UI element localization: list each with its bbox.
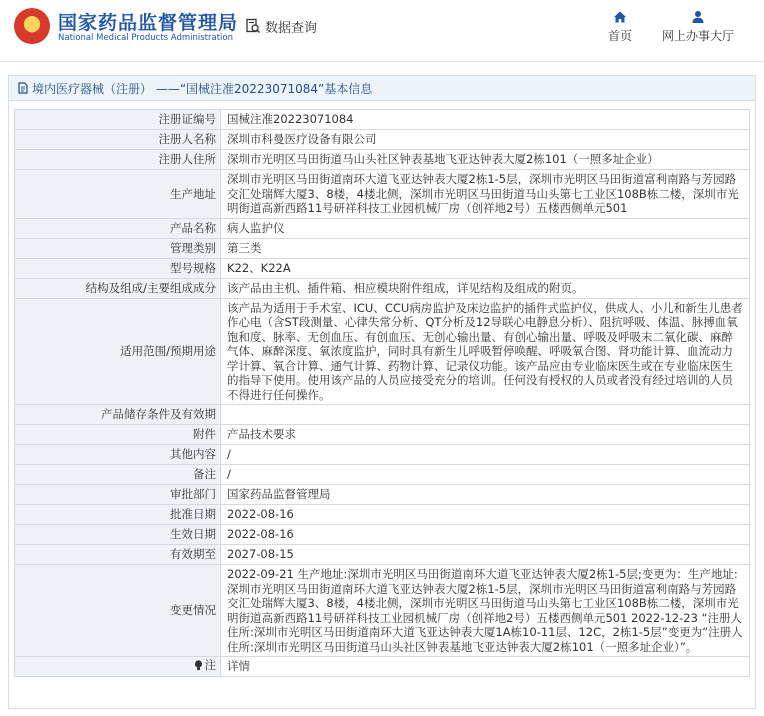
field-label: 注 bbox=[204, 658, 216, 673]
table-row bbox=[15, 405, 750, 425]
registration-detail-panel bbox=[8, 75, 756, 709]
table-row bbox=[15, 150, 750, 170]
details-link[interactable]: 详情 bbox=[221, 657, 750, 677]
table-row bbox=[15, 545, 750, 565]
table-row bbox=[15, 485, 750, 505]
search-document-icon bbox=[245, 18, 261, 34]
nav-home-label: 首页 bbox=[607, 29, 632, 43]
field-value bbox=[221, 405, 750, 425]
field-value: 2022-09-21 生产地址:深圳市光明区马田街道南环大道飞亚达钟表大厦2栋1-5层;变更为：生产地址:深圳市光明区马田街道南环大道飞亚达钟表大厦2栋1-5层，深圳市光明区马田街道富利南路与芳园路交汇处瑞辉大厦3、8楼，4楼北侧，深圳市光明区马田街道马山头第七工业区108B栋二楼，深圳市光明街道高新西路11号研祥科技工业园机械厂房（创祥地2号）五楼西侧单元501 2022-12-23 “注册人住所:深圳市光明区马田街道南环大道飞亚达钟表大厦1A栋10-11层、12C，2栋1-5层”变更为“注册人住所:深圳市光明区马田街道马山头社区钟表基地飞亚达钟表大厦2栋101（一照多址企业）”。 bbox=[221, 565, 750, 657]
field-label: 备注 bbox=[15, 465, 221, 485]
field-value: / bbox=[221, 465, 750, 485]
field-label: 有效期至 bbox=[15, 545, 221, 565]
field-label: 结构及组成/主要组成成分 bbox=[15, 278, 221, 298]
field-label: 产品储存条件及有效期 bbox=[15, 405, 221, 425]
table-row bbox=[15, 565, 750, 657]
field-label: 审批部门 bbox=[15, 485, 221, 505]
field-value: 第三类 bbox=[221, 238, 750, 258]
field-label: 注册人名称 bbox=[15, 130, 221, 150]
data-search-label: 数据查询 bbox=[265, 20, 318, 36]
table-row bbox=[15, 258, 750, 278]
field-value: 该产品由主机、插件箱、相应模块附件组成，详见结构及组成的附页。 bbox=[221, 278, 750, 298]
field-value: / bbox=[221, 445, 750, 465]
table-row bbox=[15, 278, 750, 298]
table-row bbox=[15, 298, 750, 405]
site-header bbox=[0, 0, 764, 62]
user-icon bbox=[691, 10, 705, 24]
field-value: 深圳市光明区马田街道马山头社区钟表基地飞亚达钟表大厦2栋101（一照多址企业） bbox=[221, 150, 750, 170]
field-label: 适用范围/预期用途 bbox=[15, 298, 221, 405]
field-value: 深圳市光明区马田街道南环大道飞亚达钟表大厦2栋1-5层，深圳市光明区马田街道富利南路与芳园路交汇处瑞辉大厦3、8楼，4楼北侧，深圳市光明区马田街道马山头第七工业区108B栋二楼，深圳市光明街道高新西路11号研祥科技工业园机械厂房（创祥地2号）五楼西侧单元501 bbox=[221, 170, 750, 219]
nav-online-service-hall-label: 网上办事大厅 bbox=[661, 29, 734, 43]
field-value: 产品技术要求 bbox=[221, 425, 750, 445]
brand-name-cn[interactable]: 国家药品监督管理局 bbox=[58, 12, 239, 34]
table-row bbox=[15, 130, 750, 150]
field-value: K22、K22A bbox=[221, 258, 750, 278]
field-label: 产品名称 bbox=[15, 218, 221, 238]
national-emblem-logo bbox=[14, 8, 50, 44]
field-label: 其他内容 bbox=[15, 445, 221, 465]
table-row bbox=[15, 465, 750, 485]
note-label-cell bbox=[15, 657, 221, 677]
table-row bbox=[15, 525, 750, 545]
field-label: 生效日期 bbox=[15, 525, 221, 545]
field-value: 深圳市科曼医疗设备有限公司 bbox=[221, 130, 750, 150]
registration-info-table bbox=[14, 109, 750, 677]
table-row bbox=[15, 505, 750, 525]
field-label: 附件 bbox=[15, 425, 221, 445]
home-icon bbox=[613, 10, 627, 24]
field-label: 管理类别 bbox=[15, 238, 221, 258]
data-search-link[interactable] bbox=[245, 16, 317, 36]
field-value: 2022-08-16 bbox=[221, 505, 750, 525]
panel-title: 境内医疗器械（注册） ——“国械注准20223071084”基本信息 bbox=[32, 81, 373, 96]
field-label: 批准日期 bbox=[15, 505, 221, 525]
brand-name-en: National Medical Products Administration bbox=[58, 33, 233, 43]
nav-home[interactable] bbox=[603, 10, 637, 44]
table-row bbox=[15, 218, 750, 238]
field-value: 国械注准20223071084 bbox=[221, 110, 750, 130]
table-row bbox=[15, 425, 750, 445]
field-label: 注册证编号 bbox=[15, 110, 221, 130]
table-row bbox=[15, 110, 750, 130]
nav-online-service-hall[interactable] bbox=[660, 10, 736, 44]
table-row bbox=[15, 657, 750, 677]
field-label: 型号规格 bbox=[15, 258, 221, 278]
field-label: 注册人住所 bbox=[15, 150, 221, 170]
field-value: 该产品为适用于手术室、ICU、CCU病房监护及床边监护的插件式监护仪，供成人、小儿和新生儿患者作心电（含ST段测量、心律失常分析、QT分析及12导联心电静息分析）、阻抗呼吸、体温、脉搏血氧饱和度、脉率、无创血压、有创血压、无创心输出量、有创心输出量、呼吸及呼吸末二氧化碳、麻醉气体、麻醉深度、氧浓度监护，同时具有新生儿呼吸暂停唤醒、呼吸氧合图、肾功能计算、血流动力学计算、氧合计算、通气计算、药物计算、记录仪功能。该产品应由专业临床医生或在专业临床医生的指导下使用。使用该产品的人员应接受充分的培训。任何没有授权的人员或者没有经过培训的人员不得进行任何操作。 bbox=[221, 298, 750, 405]
table-row bbox=[15, 445, 750, 465]
field-value: 病人监护仪 bbox=[221, 218, 750, 238]
field-value: 2027-08-15 bbox=[221, 545, 750, 565]
field-label: 生产地址 bbox=[15, 170, 221, 219]
table-row bbox=[15, 238, 750, 258]
bulb-icon bbox=[194, 660, 203, 671]
field-label: 变更情况 bbox=[15, 565, 221, 657]
panel-title-bar bbox=[9, 76, 755, 101]
field-value: 2022-08-16 bbox=[221, 525, 750, 545]
document-icon bbox=[17, 82, 29, 94]
field-value: 国家药品监督管理局 bbox=[221, 485, 750, 505]
table-row bbox=[15, 170, 750, 219]
